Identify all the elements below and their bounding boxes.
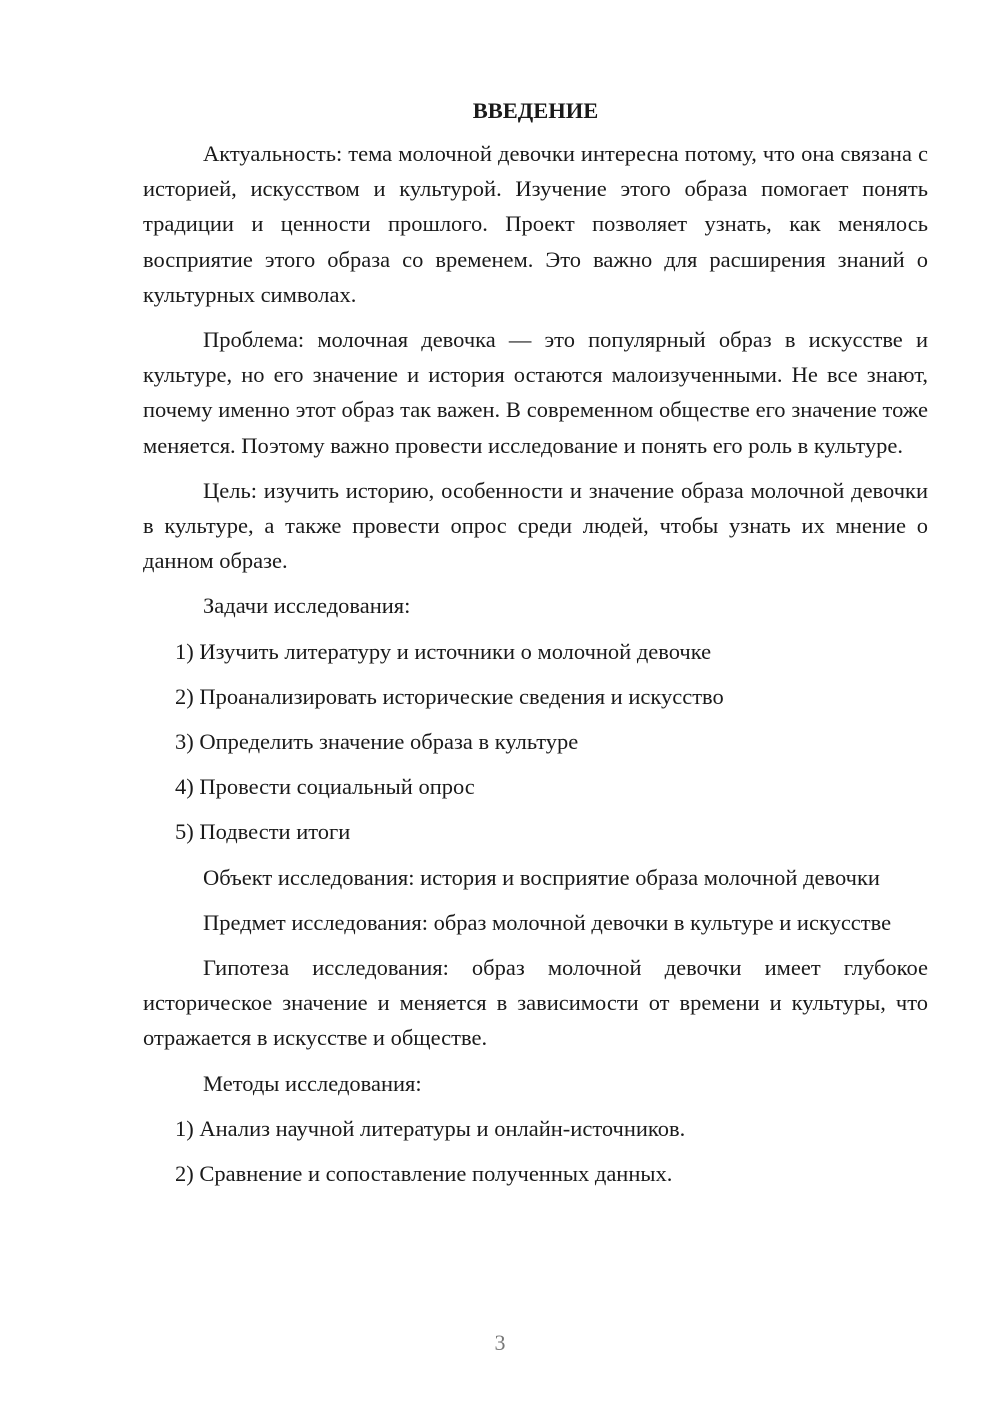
task-item: 2) Проанализировать исторические сведения и искусство <box>175 683 724 709</box>
goal-paragraph: Цель: изучить историю, особенности и значение образа молочной девочки в культуре, а также провести опрос среди людей, чтобы узнать их мнение о данном образе. <box>143 477 928 574</box>
methods-heading: Методы исследования: <box>203 1070 422 1096</box>
task-item: 5) Подвести итоги <box>175 819 351 845</box>
page-number: 3 <box>494 1330 506 1355</box>
tasks-heading: Задачи исследования: <box>203 593 411 619</box>
task-item: 4) Провести социальный опрос <box>175 774 475 800</box>
method-item: 2) Сравнение и сопоставление полученных данных. <box>175 1161 673 1187</box>
problem-paragraph: Проблема: молочная девочка — это популярный образ в искусстве и культуре, но его значение и история остаются малоизученными. Не все знают, почему именно этот образ так важен. В современном обществе его значение тоже меняется. Поэтому важно провести исследование и понять его роль в культуре. <box>143 327 928 458</box>
hypothesis-paragraph: Гипотеза исследования: образ молочной девочки имеет глубокое историческое значение и меняется в зависимости от времени и культуры, что отражается в искусстве и обществе. <box>143 955 928 1051</box>
page-content <box>143 96 928 1201</box>
relevance-paragraph: Актуальность: тема молочной девочки интересна потому, что она связана с историей, искусством и культурой. Изучение этого образа помогает понять традиции и ценности прошлого. Проект позволяет узнать, как менялось восприятие этого образа со временем. Это важно для расширения знаний о культурных символах. <box>143 141 928 307</box>
task-item: 1) Изучить литературу и источники о молочной девочке <box>175 638 712 664</box>
task-item: 3) Определить значение образа в культуре <box>175 729 579 755</box>
subject-paragraph: Предмет исследования: образ молочной девочки в культуре и искусстве <box>203 909 892 935</box>
method-item: 1) Анализ научной литературы и онлайн-источников. <box>175 1115 686 1141</box>
section-title: ВВЕДЕНИЕ <box>472 98 599 123</box>
object-paragraph: Объект исследования: история и восприятие образа молочной девочки <box>203 864 880 890</box>
